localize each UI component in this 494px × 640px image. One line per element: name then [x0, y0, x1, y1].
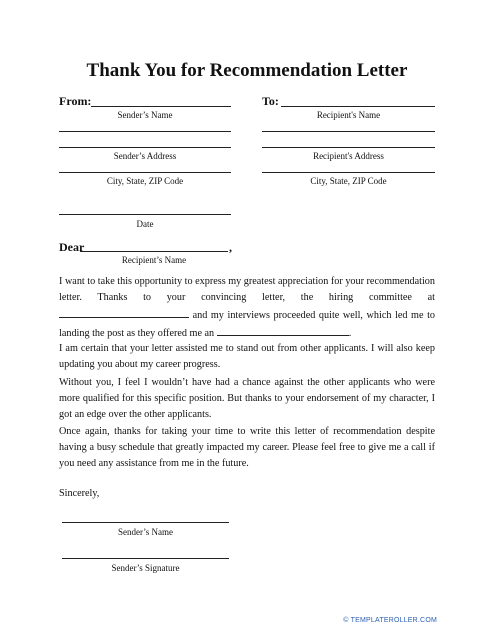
recipient-city-line[interactable] [262, 172, 435, 173]
body-paragraph-4: Once again, thanks for taking your time to write this letter of recommendation despite having a busy schedule that greatly impacted my career. Please feel free to give me a call if you need any assistance from me in the future. [59, 426, 435, 469]
body-paragraph-1 [59, 274, 435, 342]
sign-off: Sincerely, [59, 488, 100, 499]
body-paragraph-2: I am certain that your letter assisted me to stand out from other applicants. I will also keep updating you about my career progress. [59, 343, 435, 370]
date-line[interactable] [59, 214, 231, 215]
sender-address-line-1[interactable] [59, 131, 231, 132]
footer-watermark: © TEMPLATEROLLER.COM [343, 617, 437, 624]
position-blank[interactable] [217, 324, 349, 336]
sender-address-caption: Sender’s Address [113, 151, 177, 161]
p1-text-b: and my interviews proceeded quite well, which led me to landing the post as they offered me an [59, 310, 436, 339]
sender-city-line[interactable] [59, 172, 231, 173]
sender-name-caption: Sender’s Name [117, 110, 173, 120]
dear-recipient-caption: Recipient’s Name [121, 255, 187, 265]
document-title: Thank You for Recommendation Letter [86, 60, 408, 81]
signature-caption: Sender’s Signature [111, 563, 180, 573]
to-label: To: [262, 94, 279, 108]
dear-comma: , [229, 240, 232, 254]
recipient-name-line[interactable] [281, 106, 435, 107]
sender-name-line[interactable] [91, 106, 231, 107]
body-paragraph-3: Without you, I feel I wouldn’t have had a chance against the other applicants who were more qualified for this specific position. But thanks to your endorsement of my character, I got an edge over the other applicants. [59, 377, 435, 420]
recipient-address-line-1[interactable] [262, 131, 435, 132]
sender-city-caption: City, State, ZIP Code [106, 176, 184, 186]
closing-name-caption: Sender’s Name [117, 527, 174, 537]
signature-line[interactable] [62, 558, 229, 559]
recipient-address-line-2[interactable] [262, 147, 435, 148]
closing-name-line[interactable] [62, 522, 229, 523]
dear-label: Dear [59, 240, 85, 254]
from-label: From: [59, 94, 92, 108]
p1-text-c: . [348, 328, 352, 339]
dear-recipient-line[interactable] [80, 251, 228, 252]
recipient-name-caption: Recipient's Name [316, 110, 381, 120]
date-caption: Date [136, 219, 154, 229]
sender-address-line-2[interactable] [59, 147, 231, 148]
company-blank[interactable] [59, 306, 189, 318]
p1-text-a: I want to take this opportunity to express my greatest appreciation for your recommendation letter. Thanks to your convincing letter, the hiring committee at [59, 276, 435, 303]
recipient-city-caption: City, State, ZIP Code [310, 176, 387, 186]
recipient-address-caption: Recipient's Address [313, 151, 384, 161]
